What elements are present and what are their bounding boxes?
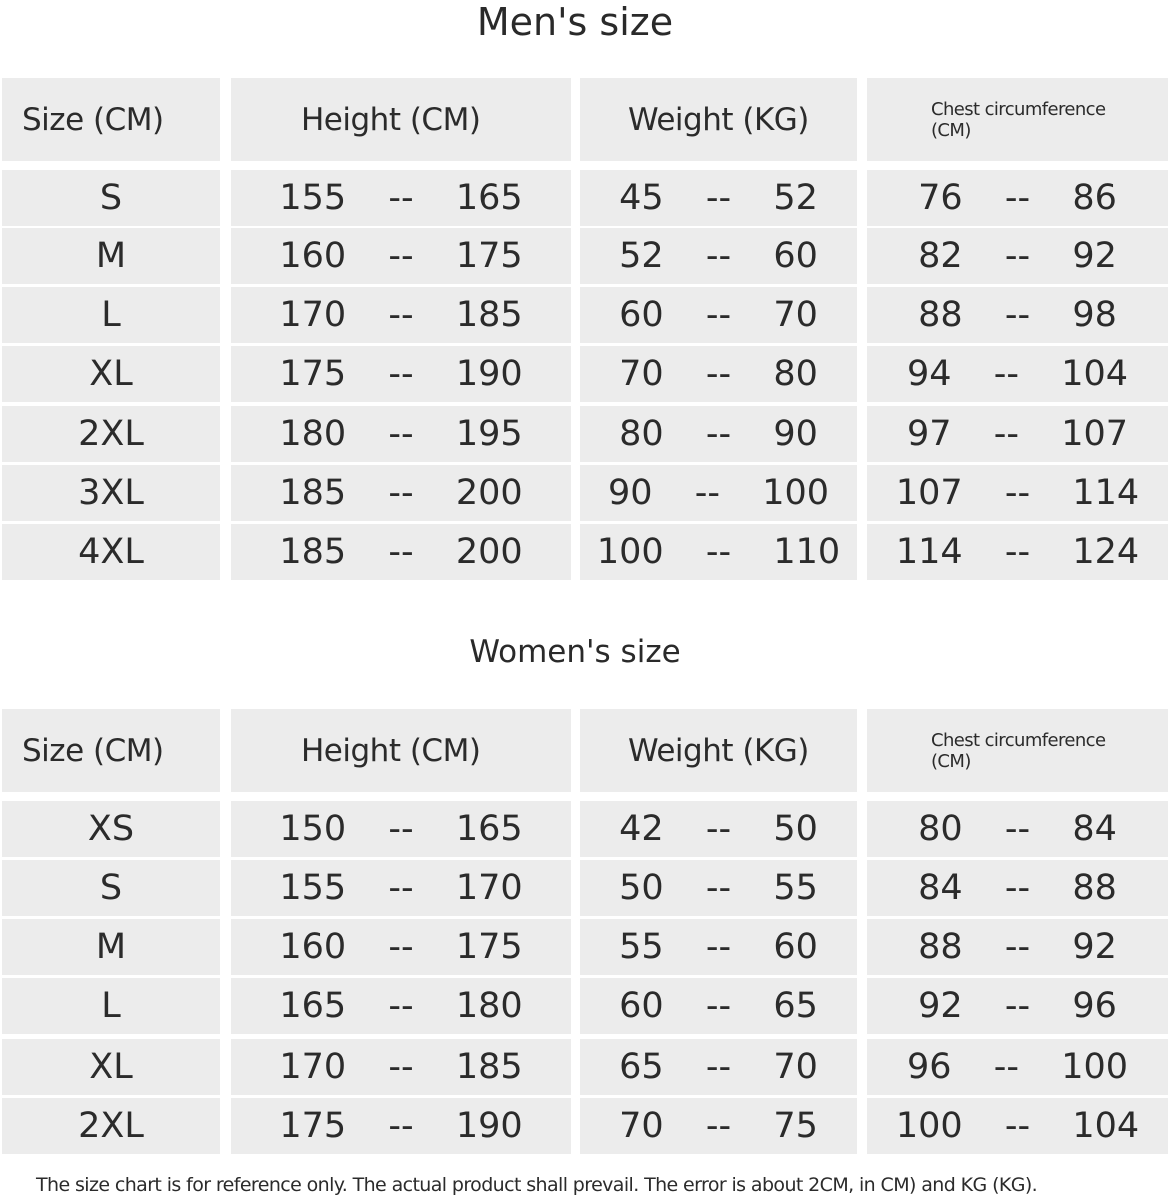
column-header (580, 709, 857, 792)
size-chart-footnote: The size chart is for reference only. The actual product shall prevail. The error is about 2CM, in CM) and KG (KG). (36, 1174, 1038, 1196)
range-value: 80 -- 90 (619, 414, 818, 454)
table-row (0, 1098, 1172, 1154)
range-value: 52 -- 60 (619, 236, 818, 276)
range-value: 114 -- 124 (895, 532, 1140, 572)
size-label-cell (2, 860, 220, 916)
range-cell (580, 978, 857, 1034)
range-cell (580, 287, 857, 343)
range-cell (867, 524, 1168, 580)
size-label: 2XL (78, 1106, 144, 1146)
size-label: L (101, 295, 121, 335)
range-cell (867, 1098, 1168, 1154)
column-header (867, 78, 1168, 161)
range-value: 60 -- 65 (619, 986, 818, 1026)
size-label-cell (2, 1098, 220, 1154)
range-cell (231, 406, 571, 462)
range-value: 70 -- 75 (619, 1106, 818, 1146)
range-cell (231, 228, 571, 284)
range-value: 90 -- 100 (607, 473, 830, 513)
range-cell (867, 978, 1168, 1034)
range-cell (580, 801, 857, 857)
column-header (231, 78, 571, 161)
range-value: 175 -- 190 (279, 354, 523, 394)
range-cell (231, 465, 571, 521)
column-header-label: Weight (KG) (628, 732, 809, 769)
range-value: 150 -- 165 (279, 809, 523, 849)
header-row (0, 709, 1172, 792)
range-cell (231, 1098, 571, 1154)
range-value: 170 -- 185 (279, 1047, 523, 1087)
column-header-label: Weight (KG) (628, 101, 809, 138)
table-row (0, 228, 1172, 284)
range-value: 107 -- 114 (895, 473, 1140, 513)
column-header-label: Chest circumference (CM) (931, 98, 1106, 141)
range-value: 97 -- 107 (906, 414, 1129, 454)
range-cell (231, 1039, 571, 1095)
range-value: 170 -- 185 (279, 295, 523, 335)
range-value: 55 -- 60 (619, 927, 818, 967)
women-size-title: Women's size (469, 634, 681, 670)
column-header (2, 78, 220, 161)
column-header-label: Size (CM) (22, 101, 164, 138)
size-label: 2XL (78, 414, 144, 454)
size-label: S (99, 178, 123, 218)
size-label-cell (2, 919, 220, 975)
range-cell (580, 465, 857, 521)
size-label-cell (2, 346, 220, 402)
range-value: 84 -- 88 (918, 868, 1117, 908)
table-row (0, 524, 1172, 580)
range-value: 160 -- 175 (279, 927, 523, 967)
range-value: 45 -- 52 (619, 178, 818, 218)
table-row (0, 978, 1172, 1034)
table-row (0, 346, 1172, 402)
size-label-cell (2, 978, 220, 1034)
range-cell (580, 860, 857, 916)
range-value: 88 -- 98 (918, 295, 1117, 335)
range-cell (580, 1098, 857, 1154)
size-label: M (95, 236, 127, 276)
range-cell (580, 406, 857, 462)
range-cell (231, 801, 571, 857)
size-label: XL (89, 354, 133, 394)
range-cell (867, 346, 1168, 402)
table-row (0, 1039, 1172, 1095)
range-value: 76 -- 86 (918, 178, 1117, 218)
column-header (580, 78, 857, 161)
range-value: 88 -- 92 (918, 927, 1117, 967)
column-header-label: Height (CM) (301, 101, 481, 138)
range-cell (867, 801, 1168, 857)
column-header-label: Height (CM) (301, 732, 481, 769)
range-value: 180 -- 195 (279, 414, 523, 454)
table-row (0, 406, 1172, 462)
range-cell (867, 860, 1168, 916)
range-value: 100 -- 104 (895, 1106, 1140, 1146)
size-label-cell (2, 228, 220, 284)
table-row (0, 465, 1172, 521)
range-value: 96 -- 100 (906, 1047, 1129, 1087)
size-label-cell (2, 524, 220, 580)
size-label: S (99, 868, 123, 908)
column-header-label: Chest circumference (CM) (931, 729, 1106, 772)
range-cell (231, 860, 571, 916)
range-cell (231, 346, 571, 402)
men-size-title: Men's size (476, 0, 674, 44)
size-label-cell (2, 801, 220, 857)
range-value: 165 -- 180 (279, 986, 523, 1026)
header-row (0, 78, 1172, 161)
range-value: 185 -- 200 (279, 473, 523, 513)
range-cell (580, 346, 857, 402)
size-label-cell (2, 406, 220, 462)
range-cell (867, 406, 1168, 462)
range-value: 160 -- 175 (279, 236, 523, 276)
range-value: 42 -- 50 (619, 809, 818, 849)
range-cell (580, 170, 857, 226)
size-label: L (101, 986, 121, 1026)
range-cell (867, 465, 1168, 521)
range-cell (867, 919, 1168, 975)
size-label: 4XL (78, 532, 144, 572)
range-value: 155 -- 165 (279, 178, 523, 218)
table-row (0, 170, 1172, 226)
table-row (0, 801, 1172, 857)
range-cell (231, 978, 571, 1034)
size-label: M (95, 927, 127, 967)
range-value: 70 -- 80 (619, 354, 818, 394)
range-cell (231, 170, 571, 226)
range-value: 82 -- 92 (918, 236, 1117, 276)
range-value: 60 -- 70 (619, 295, 818, 335)
size-label-cell (2, 170, 220, 226)
range-cell (580, 919, 857, 975)
range-cell (231, 524, 571, 580)
size-label-cell (2, 1039, 220, 1095)
range-value: 65 -- 70 (619, 1047, 818, 1087)
range-value: 80 -- 84 (918, 809, 1117, 849)
range-value: 155 -- 170 (279, 868, 523, 908)
range-value: 185 -- 200 (279, 532, 523, 572)
column-header (2, 709, 220, 792)
size-label: XL (89, 1047, 133, 1087)
table-row (0, 287, 1172, 343)
size-label-cell (2, 287, 220, 343)
range-cell (580, 228, 857, 284)
size-label: 3XL (78, 473, 144, 513)
range-cell (867, 1039, 1168, 1095)
range-cell (580, 1039, 857, 1095)
table-row (0, 860, 1172, 916)
range-value: 92 -- 96 (918, 986, 1117, 1026)
column-header (231, 709, 571, 792)
range-cell (867, 228, 1168, 284)
table-row (0, 919, 1172, 975)
range-value: 100 -- 110 (596, 532, 841, 572)
range-cell (580, 524, 857, 580)
range-value: 94 -- 104 (906, 354, 1129, 394)
range-value: 50 -- 55 (619, 868, 818, 908)
range-cell (231, 287, 571, 343)
size-label: XS (87, 809, 135, 849)
range-value: 175 -- 190 (279, 1106, 523, 1146)
size-label-cell (2, 465, 220, 521)
column-header (867, 709, 1168, 792)
range-cell (231, 919, 571, 975)
range-cell (867, 287, 1168, 343)
range-cell (867, 170, 1168, 226)
column-header-label: Size (CM) (22, 732, 164, 769)
